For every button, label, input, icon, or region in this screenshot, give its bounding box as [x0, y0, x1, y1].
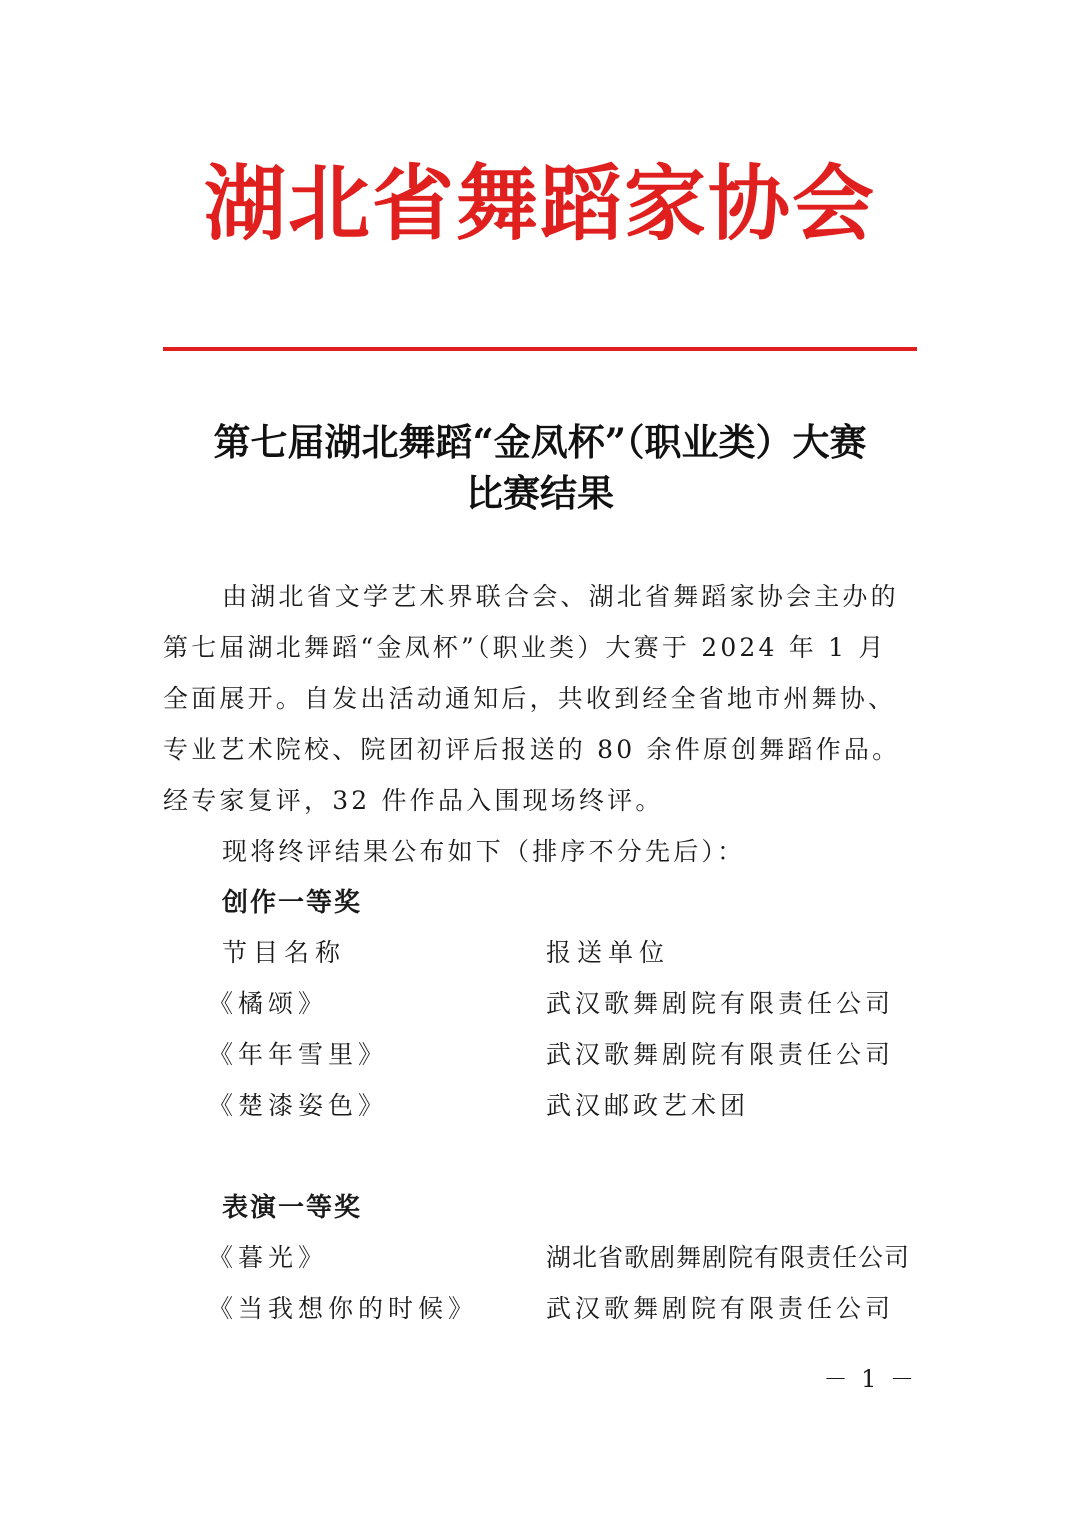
- intro-line: 由湖北省文学艺术界联合会、湖北省舞蹈家协会主办的: [222, 582, 899, 611]
- letterhead-red-rule: [163, 347, 917, 351]
- entry-unit: 武汉歌舞剧院有限责任公司: [546, 1294, 895, 1323]
- entry-work-title: 《橘颂》: [208, 989, 329, 1018]
- letterhead-organization: 湖北省舞蹈家协会: [203, 157, 876, 252]
- entry-work-title: 《年年雪里》: [208, 1040, 389, 1069]
- intro-line: 经专家复评，32 件作品入围现场终评。: [163, 786, 664, 815]
- entry-unit: 武汉歌舞剧院有限责任公司: [546, 1040, 895, 1069]
- award-entry: [0, 987, 1080, 1021]
- document-title-line-1: 第七届湖北舞蹈“金凤杯”（职业类）大赛: [213, 420, 867, 464]
- intro-line: 专业艺术院校、院团初评后报送的 80 余件原创舞蹈作品。: [163, 735, 901, 764]
- award-entry: [0, 1038, 1080, 1072]
- announcement-line: 现将终评结果公布如下（排序不分先后）：: [222, 837, 746, 866]
- entry-work-title: 《暮光》: [208, 1243, 329, 1272]
- intro-line: 第七届湖北舞蹈“金凤杯”（职业类）大赛于 2024 年 1 月: [163, 633, 887, 662]
- entry-work-title: 《楚漆姿色》: [208, 1091, 389, 1120]
- award-entry: [0, 1089, 1080, 1123]
- document-title-line-2: 比赛结果: [466, 471, 614, 515]
- entry-work-title: 《当我想你的时候》: [208, 1294, 479, 1323]
- column-header-work: 节目名称: [222, 938, 347, 967]
- intro-line: 全面展开。自发出活动通知后，共收到经全省地市州舞协、: [163, 684, 897, 713]
- award-heading-performance-first: 表演一等奖: [222, 1193, 363, 1223]
- award-entry: [0, 1292, 1080, 1326]
- column-header-unit: 报送单位: [546, 938, 671, 967]
- entry-unit: 湖北省歌剧舞剧院有限责任公司: [546, 1243, 911, 1272]
- award-entry: [0, 1241, 1080, 1275]
- entry-unit: 武汉歌舞剧院有限责任公司: [546, 989, 895, 1018]
- page-number: － 1 －: [823, 1365, 917, 1393]
- award-heading-creation-first: 创作一等奖: [222, 888, 363, 918]
- entry-unit: 武汉邮政艺术团: [546, 1091, 750, 1120]
